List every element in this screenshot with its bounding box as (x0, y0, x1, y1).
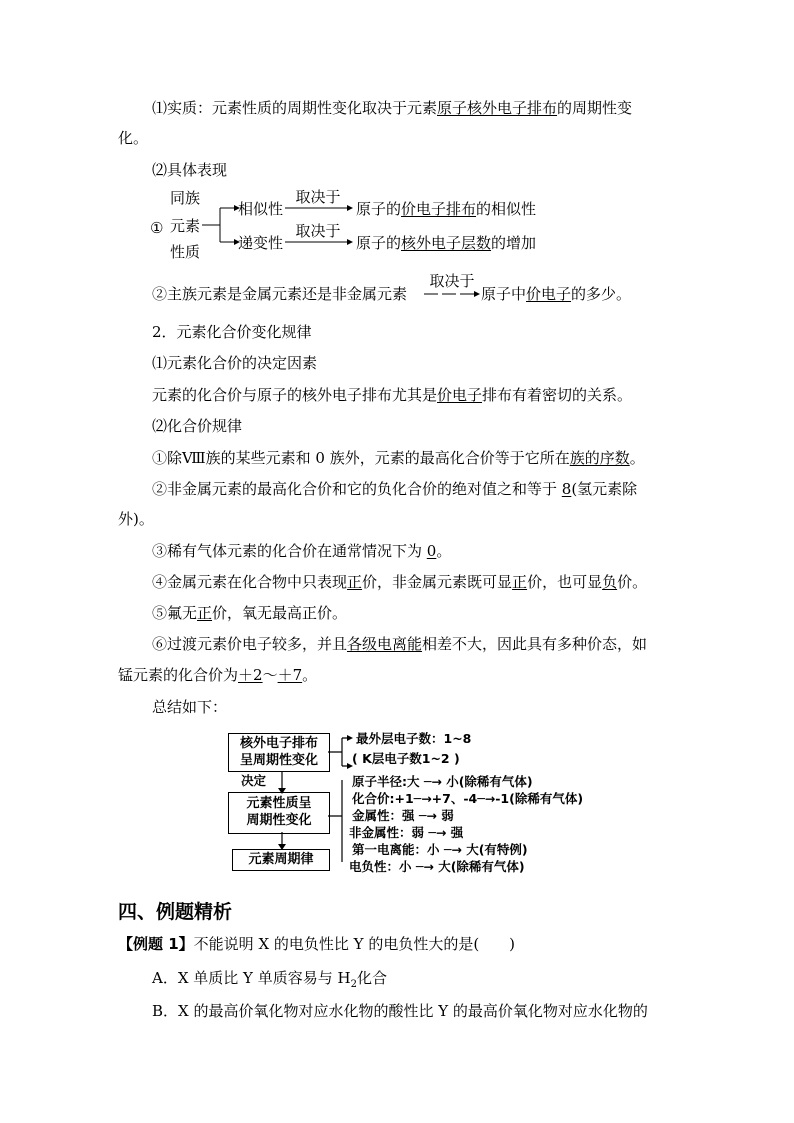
rule-3: ③稀有气体元素的化合价在通常情况下为 0。 (152, 542, 452, 560)
branch-similarity-arrow-icon (285, 203, 355, 213)
s2-1-title: ⑴元素化合价的决定因素 (152, 354, 318, 372)
section2-title: 2．元素化合价变化规律 (152, 323, 312, 341)
metal-arrow-icon (424, 289, 482, 299)
diagram-nonmetallicity: 非金属性：弱 ─→ 强 (349, 825, 464, 840)
example1-option-b: B．X 的最高价氧化物对应水化物的酸性比 Y 的最高价氧化物对应水化物的 (152, 1002, 648, 1020)
branch-similarity-result: 原子的价电子排布的相似性 (356, 200, 537, 218)
diagram-outer-electrons: 最外层电子数：1~8 (356, 731, 472, 746)
diagram-k-layer: ( K层电子数1~2 ) (352, 751, 460, 766)
rule-2-line1: ②非金属元素的最高化合价和它的负化合价的绝对值之和等于 8(氢元素除 (152, 480, 638, 498)
diagram-electronegativity: 电负性：小 ─→ 大(除稀有气体) (349, 859, 525, 874)
decide-label: 决定 (241, 773, 267, 788)
example1-tag: 【例题 1】 (118, 935, 194, 953)
branch-gradient-label: 递变性 (238, 234, 284, 252)
box-element-properties: 元素性质呈 周期性变化 (228, 792, 330, 834)
tree-circle-number: ① (150, 219, 164, 237)
paragraph-essence-line2: 化。 (118, 129, 149, 147)
tree-word-3: 性质 (170, 243, 201, 261)
box-periodic-law: 元素周期律 (232, 849, 330, 871)
subheading-specific: ⑵具体表现 (152, 161, 228, 179)
branch-similarity-label: 相似性 (238, 200, 284, 218)
tree-word-1: 同族 (170, 189, 201, 207)
branch-gradient-result: 原子的核外电子层数的增加 (356, 234, 537, 252)
s2-1-text: 元素的化合价与原子的核外电子排布尤其是价电子排布有着密切的关系。 (152, 386, 633, 404)
metal-line-suffix: 原子中价电子的多少。 (481, 285, 632, 303)
tree-word-2: 元素 (170, 217, 201, 235)
rule-5: ⑤氟无正价，氧无最高正价。 (152, 604, 348, 622)
branch-gradient-arrow-text: 取决于 (295, 222, 341, 240)
example1-question: 【例题 1】不能说明 X 的电负性比 Y 的电负性大的是( ) (118, 935, 516, 953)
diagram-metallicity: 金属性：强 ─→ 弱 (352, 808, 454, 823)
rule-1: ①除Ⅷ族的某些元素和 0 族外，元素的最高化合价等于它所在族的序数。 (152, 449, 645, 467)
metal-arrow-text: 取决于 (429, 272, 475, 290)
diagram-ionization: 第一电离能：小 ─→ 大(有特例) (352, 842, 528, 857)
section4-title: 四、例题精析 (118, 901, 233, 923)
branch-gradient-arrow-icon (285, 237, 355, 247)
tree-bracket (202, 200, 242, 250)
example1-option-a: A．X 单质比 Y 单质容易与 $H_2$化合 (152, 969, 387, 990)
s2-2-title: ⑵化合价规律 (152, 417, 243, 435)
rule-4: ④金属元素在化合物中只表现正价，非金属元素既可显正价，也可显负价。 (152, 573, 648, 591)
metal-line-prefix: ②主族元素是金属元素还是非金属元素 (152, 285, 408, 303)
box-electron-config: 核外电子排布 呈周期性变化 (228, 733, 330, 772)
diagram-valence: 化合价:+1─→+7、-4─→-1(除稀有气体) (352, 791, 584, 806)
rule-6-line1: ⑥过渡元素价电子较多，并且各级电离能相差不大，因此具有多种价态，如 (152, 635, 648, 653)
summary-label: 总结如下： (152, 698, 228, 716)
paragraph-essence-line1: ⑴实质：元素性质的周期性变化取决于元素原子核外电子排布的周期性变 (152, 99, 633, 117)
rule-6-line2: 锰元素的化合价为＋2～＋7。 (118, 666, 318, 684)
branch-similarity-arrow-text: 取决于 (295, 188, 341, 206)
rule-2-line2: 外)。 (118, 510, 154, 528)
diagram-atomic-radius: 原子半径:大 ─→ 小(除稀有气体) (352, 774, 533, 789)
